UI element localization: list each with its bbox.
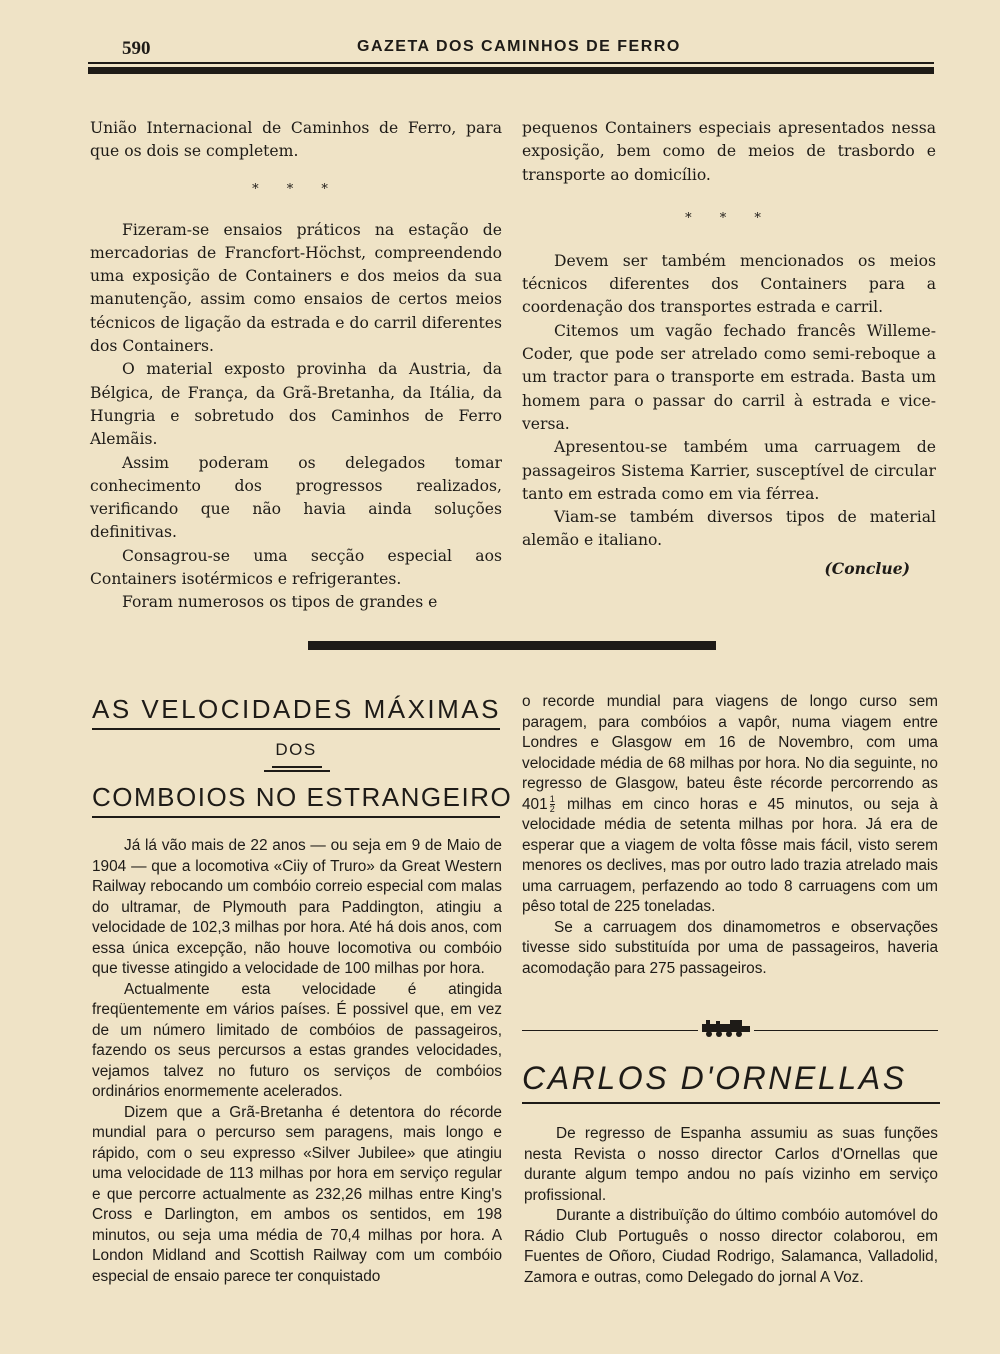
paragraph: Foram numerosos os tipos de grandes e xyxy=(122,593,438,612)
conclude-note: (Conclue) xyxy=(824,558,910,578)
paragraph: Se a carruagem dos dinamometros e observações tivesse sido substituída por uma de passageiros, haveria acomodação para 275 passageiros. xyxy=(522,918,938,977)
speeds-heading-line-2: DOS xyxy=(275,740,317,759)
paragraph: Assim poderam os delegados tomar conhecimento dos progressos realizados, verificando que não havia ainda soluções definitivas. xyxy=(90,453,502,542)
carlos-article-column xyxy=(524,1124,938,1288)
ornament-line-right xyxy=(754,1030,938,1031)
paragraph: O material exposto provinha da Austria, da Bélgica, de França, da Grã-Bretanha, da Itália, da Hungria e sobretudo dos Caminhos de Ferro Alemãis. xyxy=(90,360,502,449)
paragraph: De regresso de Espanha assumiu as suas funções nesta Revista o nosso director Carlos d'Ornellas que durante algum tempo andou no país vizinho em serviço profissional. xyxy=(524,1125,938,1204)
header-rule-thin xyxy=(88,62,934,64)
paragraph: Dizem que a Grã-Bretanha é detentora do récorde mundial para o percurso sem paragens, mais longo e rápido, com o seu expresso «Silver Jubilee» que atingiu uma velocidade de 113 milhas por hora em serviço regular e que percorre actualmente as 232,26 milhas entre King's Cross e Darlington, em ambos os sentidos, em 198 minutos, ou seja uma média de 70,4 milhas por hora. A London Midland and Scottish Railway com um combóio especial de ensaio parece ter conquistado xyxy=(92,1103,502,1285)
paragraph: Já lá vão mais de 22 anos — ou seja em 9 de Maio de 1904 — que a locomotiva «Ciiy of Truro» da Great Western Railway rebocando um combóio correio especial com malas do ultramar, de Plymouth para Paddington, atingiu a velocidade de 102,3 milhas por hora. Até há dois anos, com essa única excepção, não houve locomotiva ou combóio que tivesse atingido a velocidade de 100 milhas por hora. xyxy=(92,837,502,977)
speeds-article-left-column xyxy=(92,836,502,1287)
speeds-heading-line-1: AS VELOCIDADES MÁXIMAS xyxy=(92,694,501,724)
header-rule-thick xyxy=(88,67,934,74)
paragraph xyxy=(522,692,938,918)
paragraph: União Internacional de Caminhos de Ferro, para que os dois se completem. xyxy=(90,119,502,161)
paragraph: Apresentou-se também uma carruagem de passageiros Sistema Karrier, susceptível de circular tanto em estrada como em via férrea. xyxy=(522,438,936,503)
paragraph: Citemos um vagão fechado francês Willeme-Coder, que pode ser atrelado como semi-reboque a um tractor para o transporte em estrada. Basta um homem para o passar do carril à estrada e vice-versa. xyxy=(522,321,936,433)
publication-title: GAZETA DOS CAMINHOS DE FERRO xyxy=(357,38,681,55)
fraction xyxy=(550,795,555,814)
ornament-line-left xyxy=(522,1030,698,1031)
page-number: 590 xyxy=(122,38,151,59)
speeds-article-right-column xyxy=(522,692,938,979)
heading-underline xyxy=(522,1102,940,1104)
paragraph: pequenos Containers especiais apresentados nessa exposição, bem como de meios de trasbordo e transporte ao domicílio. xyxy=(522,119,936,184)
heading-underline xyxy=(264,770,330,772)
carlos-heading: CARLOS D'ORNELLAS xyxy=(522,1060,907,1096)
fraction-denominator: 2 xyxy=(549,803,555,814)
paragraph: Consagrou-se uma secção especial aos Containers isotérmicos e refrigerantes. xyxy=(90,546,502,589)
fraction-numerator: 1 xyxy=(549,793,555,804)
heading-underline xyxy=(272,766,322,768)
paragraph: Durante a distribuïção do último combóio automóvel do Rádio Club Português o nosso director colaborou, em Fuentes de Oñoro, Ciudad Rodrigo, Salamanca, Valladolid, Zamora e outras, como Delegado do jornal A Voz. xyxy=(524,1207,938,1286)
speeds-heading-line-3: COMBOIOS NO ESTRANGEIRO xyxy=(92,782,513,812)
paragraph-text: milhas em cinco horas e 45 minutos, ou seja à velocidade média de setenta milhas por hora. Já era de esperar que a viagem de volta fôsse mais fácil, visto serem menores os declives, mas por outro lado trazia atrelado mais uma carruagem, perfazendo ao todo 8 carruagens com um pêso total de 225 toneladas. xyxy=(522,795,938,915)
paragraph-text: o recorde mundial para viagens de longo curso sem paragem, para combóios a vapôr, numa viagem entre Londres e Glasgow em 16 de Novembro, com uma velocidade média de 68 milhas por hora. No dia seguinte, no regresso de Glasgow, bateu êste récorde percorrendo as 401 xyxy=(522,693,938,813)
paragraph: Actualmente esta velocidade é atingida freqüentemente em vários países. É possivel que, em vez de um número limitado de combóios de passageiros, fazendo os seus percursos a estas grandes velocidades, vejamos talvez no futuro os serviços de combóios ordinários enormemente acelerados. xyxy=(92,980,502,1100)
top-article-right-column xyxy=(522,117,936,580)
paragraph: Devem ser também mencionados os meios técnicos diferentes dos Containers para a coordenação dos transportes estrada e carril. xyxy=(522,251,936,317)
locomotive-icon xyxy=(700,1018,752,1038)
article-divider-bar xyxy=(308,641,716,650)
top-article-left-column xyxy=(90,117,502,615)
section-separator: * * * xyxy=(685,210,773,226)
heading-underline xyxy=(92,728,500,730)
paragraph: Fizeram-se ensaios práticos na estação de mercadorias de Francfort-Höchst, compreendendo uma exposição de Containers e dos meios da sua manutenção, assim como ensaios de certos meios técnicos de ligação da estrada e do carril diferentes dos Containers. xyxy=(90,220,502,356)
paragraph: Viam-se também diversos tipos de material alemão e italiano. xyxy=(522,508,936,550)
section-separator: * * * xyxy=(252,181,340,197)
heading-underline xyxy=(92,816,500,818)
